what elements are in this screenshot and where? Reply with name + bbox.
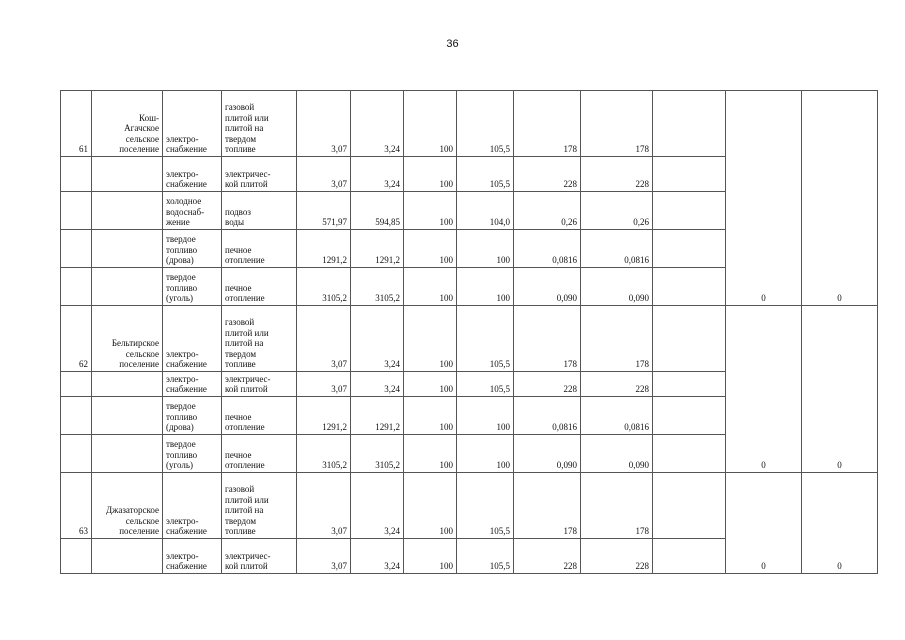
row-index: 62 xyxy=(61,306,92,372)
service-description: печное отопление xyxy=(222,435,297,473)
value-v6: 178 xyxy=(581,473,653,539)
service-type: электро- снабжение xyxy=(163,91,222,157)
value-v4: 105,5 xyxy=(457,91,514,157)
value-v6: 0,0816 xyxy=(581,230,653,268)
row-index-empty xyxy=(61,268,92,306)
spacer-cell xyxy=(653,306,726,372)
service-description: электричес- кой плитой xyxy=(222,157,297,192)
value-v1: 1291,2 xyxy=(297,230,351,268)
service-description: электричес- кой плитой xyxy=(222,539,297,574)
value-v1: 3105,2 xyxy=(297,435,351,473)
settlement-name: Бельтирское сельское поселение xyxy=(92,306,163,372)
row-index: 61 xyxy=(61,91,92,157)
value-v1: 1291,2 xyxy=(297,397,351,435)
value-v5: 0,090 xyxy=(514,268,581,306)
spacer-cell xyxy=(653,230,726,268)
summary-value: 0 xyxy=(802,91,878,306)
spacer-cell xyxy=(653,435,726,473)
value-v2: 3,24 xyxy=(351,539,404,574)
settlement-name-empty xyxy=(92,372,163,397)
value-v6: 178 xyxy=(581,91,653,157)
value-v5: 0,090 xyxy=(514,435,581,473)
value-v6: 228 xyxy=(581,157,653,192)
row-index-empty xyxy=(61,435,92,473)
value-v3: 100 xyxy=(404,157,457,192)
value-v5: 228 xyxy=(514,372,581,397)
value-v6: 0,090 xyxy=(581,435,653,473)
value-v2: 3105,2 xyxy=(351,435,404,473)
table-row xyxy=(61,91,878,157)
summary-value: 0 xyxy=(802,306,878,473)
value-v1: 3,07 xyxy=(297,157,351,192)
value-v4: 105,5 xyxy=(457,306,514,372)
settlement-name-empty xyxy=(92,157,163,192)
row-index-empty xyxy=(61,230,92,268)
value-v5: 0,0816 xyxy=(514,397,581,435)
value-v2: 3105,2 xyxy=(351,268,404,306)
value-v4: 100 xyxy=(457,230,514,268)
value-v2: 3,24 xyxy=(351,157,404,192)
tariff-table xyxy=(60,90,878,574)
value-v3: 100 xyxy=(404,372,457,397)
value-v6: 0,0816 xyxy=(581,397,653,435)
value-v4: 105,5 xyxy=(457,539,514,574)
value-v5: 228 xyxy=(514,539,581,574)
value-v1: 3,07 xyxy=(297,372,351,397)
table-body xyxy=(61,91,878,574)
spacer-cell xyxy=(653,539,726,574)
row-index-empty xyxy=(61,397,92,435)
spacer-cell xyxy=(653,372,726,397)
settlement-name: Джазаторское сельское поселение xyxy=(92,473,163,539)
settlement-name-empty xyxy=(92,268,163,306)
spacer-cell xyxy=(653,397,726,435)
settlement-name-empty xyxy=(92,192,163,230)
service-type: твердое топливо (дрова) xyxy=(163,397,222,435)
value-v2: 1291,2 xyxy=(351,397,404,435)
service-description: электричес- кой плитой xyxy=(222,372,297,397)
value-v2: 3,24 xyxy=(351,473,404,539)
value-v4: 105,5 xyxy=(457,372,514,397)
spacer-cell xyxy=(653,473,726,539)
value-v3: 100 xyxy=(404,230,457,268)
service-description: газовой плитой или плитой на твердом топливе xyxy=(222,306,297,372)
value-v1: 3,07 xyxy=(297,91,351,157)
row-index-empty xyxy=(61,539,92,574)
spacer-cell xyxy=(653,157,726,192)
spacer-cell xyxy=(653,91,726,157)
value-v6: 0,090 xyxy=(581,268,653,306)
value-v3: 100 xyxy=(404,435,457,473)
service-type: твердое топливо (уголь) xyxy=(163,268,222,306)
row-index-empty xyxy=(61,192,92,230)
service-description: печное отопление xyxy=(222,268,297,306)
summary-value: 0 xyxy=(726,306,802,473)
summary-value: 0 xyxy=(726,473,802,574)
value-v2: 3,24 xyxy=(351,91,404,157)
value-v6: 0,26 xyxy=(581,192,653,230)
settlement-name-empty xyxy=(92,230,163,268)
value-v4: 105,5 xyxy=(457,473,514,539)
value-v2: 594,85 xyxy=(351,192,404,230)
summary-value: 0 xyxy=(726,91,802,306)
value-v4: 100 xyxy=(457,435,514,473)
row-index: 63 xyxy=(61,473,92,539)
service-description: подвоз воды xyxy=(222,192,297,230)
value-v1: 3,07 xyxy=(297,473,351,539)
row-index-empty xyxy=(61,157,92,192)
value-v2: 1291,2 xyxy=(351,230,404,268)
service-type: электро- снабжение xyxy=(163,473,222,539)
page-number: 36 xyxy=(446,38,459,50)
value-v3: 100 xyxy=(404,397,457,435)
table-row xyxy=(61,306,878,372)
value-v5: 178 xyxy=(514,91,581,157)
service-description: газовой плитой или плитой на твердом топливе xyxy=(222,473,297,539)
value-v4: 100 xyxy=(457,397,514,435)
value-v2: 3,24 xyxy=(351,372,404,397)
spacer-cell xyxy=(653,192,726,230)
value-v5: 0,0816 xyxy=(514,230,581,268)
value-v5: 178 xyxy=(514,473,581,539)
value-v1: 3,07 xyxy=(297,306,351,372)
value-v3: 100 xyxy=(404,306,457,372)
summary-value: 0 xyxy=(802,473,878,574)
service-type: твердое топливо (уголь) xyxy=(163,435,222,473)
value-v6: 178 xyxy=(581,306,653,372)
service-type: холодное водоснаб- жение xyxy=(163,192,222,230)
value-v3: 100 xyxy=(404,539,457,574)
value-v1: 3105,2 xyxy=(297,268,351,306)
service-type: твердое топливо (дрова) xyxy=(163,230,222,268)
service-description: газовой плитой или плитой на твердом топливе xyxy=(222,91,297,157)
service-type: электро- снабжение xyxy=(163,539,222,574)
value-v2: 3,24 xyxy=(351,306,404,372)
value-v5: 178 xyxy=(514,306,581,372)
value-v3: 100 xyxy=(404,268,457,306)
value-v1: 3,07 xyxy=(297,539,351,574)
settlement-name-empty xyxy=(92,397,163,435)
spacer-cell xyxy=(653,268,726,306)
value-v3: 100 xyxy=(404,192,457,230)
row-index-empty xyxy=(61,372,92,397)
value-v6: 228 xyxy=(581,372,653,397)
value-v5: 0,26 xyxy=(514,192,581,230)
service-type: электро- снабжение xyxy=(163,306,222,372)
value-v1: 571,97 xyxy=(297,192,351,230)
settlement-name-empty xyxy=(92,539,163,574)
value-v3: 100 xyxy=(404,473,457,539)
value-v4: 104,0 xyxy=(457,192,514,230)
value-v3: 100 xyxy=(404,91,457,157)
settlement-name-empty xyxy=(92,435,163,473)
value-v4: 100 xyxy=(457,268,514,306)
value-v6: 228 xyxy=(581,539,653,574)
service-type: электро- снабжение xyxy=(163,372,222,397)
service-description: печное отопление xyxy=(222,397,297,435)
service-description: печное отопление xyxy=(222,230,297,268)
value-v4: 105,5 xyxy=(457,157,514,192)
settlement-name: Кош- Агачское сельское поселение xyxy=(92,91,163,157)
table-row xyxy=(61,473,878,539)
value-v5: 228 xyxy=(514,157,581,192)
service-type: электро- снабжение xyxy=(163,157,222,192)
